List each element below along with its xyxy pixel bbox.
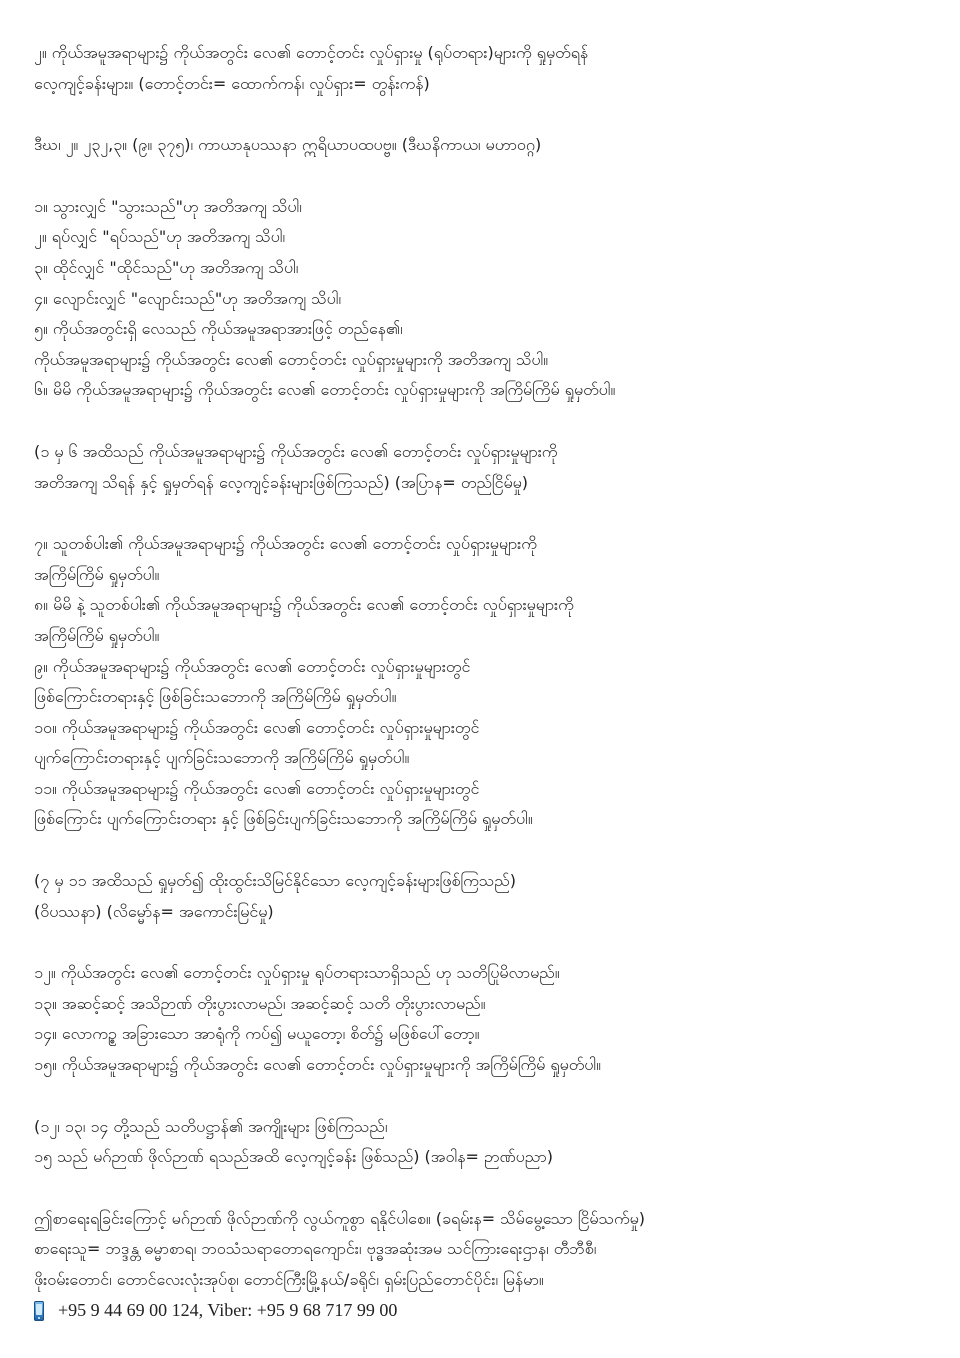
text-line: ၅။ ကိုယ်အတွင်းရှိ လေသည် ကိုယ်အမူအရာအားဖြင့် တည်နေ၏၊: [34, 319, 403, 339]
paragraph: [34, 437, 920, 498]
text-line: စာရေးသူ= ဘဒ္ဒန္တ ဓမ္မာစာရ၊ ဘဝသံသရာတောရကျောင်း၊ ဗုဒ္ဓအဆုံးအမ သင်ကြားရေးဌာန၊ တီဘီစီ၊: [34, 1239, 597, 1259]
text-line: ၈။ မိမိ နဲ့ သူတစ်ပါး၏ ကိုယ်အမူအရာများ၌ ကိုယ်အတွင်း လေ၏ တောင့်တင်း လှုပ်ရှားမှုများကို: [34, 595, 574, 615]
text-line: ဖြစ်ကြောင်း ပျက်ကြောင်းတရား နှင့် ဖြစ်ခြင်းပျက်ခြင်းသဘောကို အကြိမ်ကြိမ် ရှုမှတ်ပါ။: [34, 809, 533, 829]
text-line: ဤစာရေးရခြင်းကြောင့် မဂ်ဉာဏ် ဖိုလ်ဉာဏ်ကို လွယ်ကူစွာ ရနိုင်ပါစေ။ (ခရမ်းန= သိမ်မွေ့သော ငြိမ်သက်မှု): [34, 1208, 646, 1228]
paragraph: [34, 1204, 920, 1296]
text-line: ကိုယ်အမူအရာများ၌ ကိုယ်အတွင်း လေ၏ တောင့်တင်း လှုပ်ရှားမှုများကို အတိအကျ သိပါ။: [34, 349, 549, 369]
text-line: ၁၂။ ကိုယ်အတွင်း လေ၏ တောင့်တင်း လှုပ်ရှားမှု ရုပ်တရားသာရှိသည် ဟု သတိပြုမိလာမည်။: [34, 963, 560, 983]
contact-text: +95 9 44 69 00 124, Viber: +95 9 68 717 99 00: [58, 1300, 398, 1321]
mobile-phone-icon: [34, 1301, 44, 1321]
text-line: ဖိုးဝမ်းတောင်၊ တောင်လေးလုံးအုပ်စု၊ တောင်ကြီးမြို့နယ်/ခရိုင်၊ ရှမ်းပြည်တောင်ပိုင်း၊ မြန်မာ။: [34, 1270, 544, 1289]
paragraph: [34, 130, 920, 161]
text-line: (ဝိပဿနာ) (လိမ္မော်န= အကောင်းမြင်မှု): [34, 901, 274, 921]
text-line: ၂။ ရပ်လျှင် "ရပ်သည်"ဟု အတိအကျ သိပါ၊: [34, 227, 286, 247]
text-line: ဖြစ်ကြောင်းတရားနှင့် ဖြစ်ခြင်းသဘောကို အကြိမ်ကြိမ် ရှုမှတ်ပါ။: [34, 687, 397, 707]
text-line: ဒီဃ၊ ၂။ ၂၃၂,၃။ (၉။ ၃၇၅)၊ ကာယာနုပဿနာ ဣရိယာပထပဗ္ဗ။ (ဒီဃနိကာယ၊ မဟာဝဂ္ဂ): [34, 135, 542, 155]
text-line: ၇။ သူတစ်ပါး၏ ကိုယ်အမူအရာများ၌ ကိုယ်အတွင်း လေ၏ တောင့်တင်း လှုပ်ရှားမှုများကို: [34, 534, 537, 554]
text-line: (၁ မှ ၆ အထိသည် ကိုယ်အမူအရာများ၌ ကိုယ်အတွင်း လေ၏ တောင့်တင်း လှုပ်ရှားမှုများကို: [34, 441, 558, 461]
text-line: ၁၀။ ကိုယ်အမူအရာများ၌ ကိုယ်အတွင်း လေ၏ တောင့်တင်း လှုပ်ရှားမှုများတွင်: [34, 717, 480, 737]
text-line: လေ့ကျင့်ခန်းများ။ (တောင့်တင်း= ထောက်ကန်၊ လှုပ်ရှား= တွန်းကန်): [34, 73, 430, 93]
text-line: ၄။ လျောင်းလျှင် "လျောင်းသည်"ဟု အတိအကျ သိပါ၊: [34, 288, 342, 308]
paragraph: [34, 38, 920, 99]
paragraph: [34, 192, 920, 406]
text-line: ၆။ မိမိ ကိုယ်အမူအရာများ၌ ကိုယ်အတွင်း လေ၏ တောင့်တင်း လှုပ်ရှားမှုများကို အကြိမ်ကြိမ် ရှုမှတ်ပါ။: [34, 380, 616, 400]
text-line: ၁။ သွားလျှင် "သွားသည်"ဟု အတိအကျ သိပါ၊: [34, 196, 302, 216]
text-line: (၇ မှ ၁၁ အထိသည် ရှုမှတ်၍ ထိုးထွင်းသိမြင်နိုင်သော လေ့ကျင့်ခန်းများဖြစ်ကြသည်): [34, 871, 516, 891]
text-line: အကြိမ်ကြိမ် ရှုမှတ်ပါ။: [34, 625, 160, 645]
contact-line: [34, 1296, 920, 1326]
text-line: ၁၅ သည် မဂ်ဉာဏ် ဖိုလ်ဉာဏ် ရသည်အထိ လေ့ကျင့်ခန်း ဖြစ်သည်) (အဝါန= ဉာဏ်ပညာ): [34, 1147, 553, 1167]
text-line: (၁၂၊ ၁၃၊ ၁၄ တို့သည် သတိပဋ္ဌာန်၏ အကျိုးများ ဖြစ်ကြသည်၊: [34, 1116, 388, 1136]
text-line: အကြိမ်ကြိမ် ရှုမှတ်ပါ။: [34, 564, 160, 584]
text-line: ပျက်ကြောင်းတရားနှင့် ပျက်ခြင်းသဘောကို အကြိမ်ကြိမ် ရှုမှတ်ပါ။: [34, 748, 410, 768]
text-line: ၁၄။ လောကဥ္စ အခြားသော အာရုံကို ကပ်၍ မယူတော့၊ စိတ်၌ မဖြစ်ပေါ်တော့။: [34, 1024, 480, 1044]
text-line: ၁၁။ ကိုယ်အမူအရာများ၌ ကိုယ်အတွင်း လေ၏ တောင့်တင်း လှုပ်ရှားမှုများတွင်: [34, 778, 480, 798]
text-line: ၃။ ထိုင်လျှင် "ထိုင်သည်"ဟု အတိအကျ သိပါ၊: [34, 257, 299, 277]
document-body: [34, 38, 920, 1296]
paragraph: [34, 866, 920, 927]
text-line: ၉။ ကိုယ်အမူအရာများ၌ ကိုယ်အတွင်း လေ၏ တောင့်တင်း လှုပ်ရှားမှုများတွင်: [34, 656, 471, 676]
text-line: ၁၃။ အဆင့်ဆင့် အသိဉာဏ် တိုးပွားလာမည်၊ အဆင့်ဆင့် သတိ တိုးပွားလာမည်။: [34, 993, 486, 1013]
text-line: ၂။ ကိုယ်အမူအရာများ၌ ကိုယ်အတွင်း လေ၏ တောင့်တင်း လှုပ်ရှားမှု (ရုပ်တရား)များကို ရှုမှတ်ရန်: [34, 43, 589, 62]
paragraph: [34, 958, 920, 1080]
text-line: အတိအကျ သိရန် နှင့် ရှုမှတ်ရန် လေ့ကျင့်ခန်းများဖြစ်ကြသည်) (အပြာန= တည်ငြိမ်မှု): [34, 472, 529, 492]
text-line: ၁၅။ ကိုယ်အမူအရာများ၌ ကိုယ်အတွင်း လေ၏ တောင့်တင်း လှုပ်ရှားမှုများကို အကြိမ်ကြိမ် ရှုမှတ်ပါ။: [34, 1055, 602, 1075]
paragraph: [34, 1112, 920, 1173]
paragraph: [34, 529, 920, 835]
